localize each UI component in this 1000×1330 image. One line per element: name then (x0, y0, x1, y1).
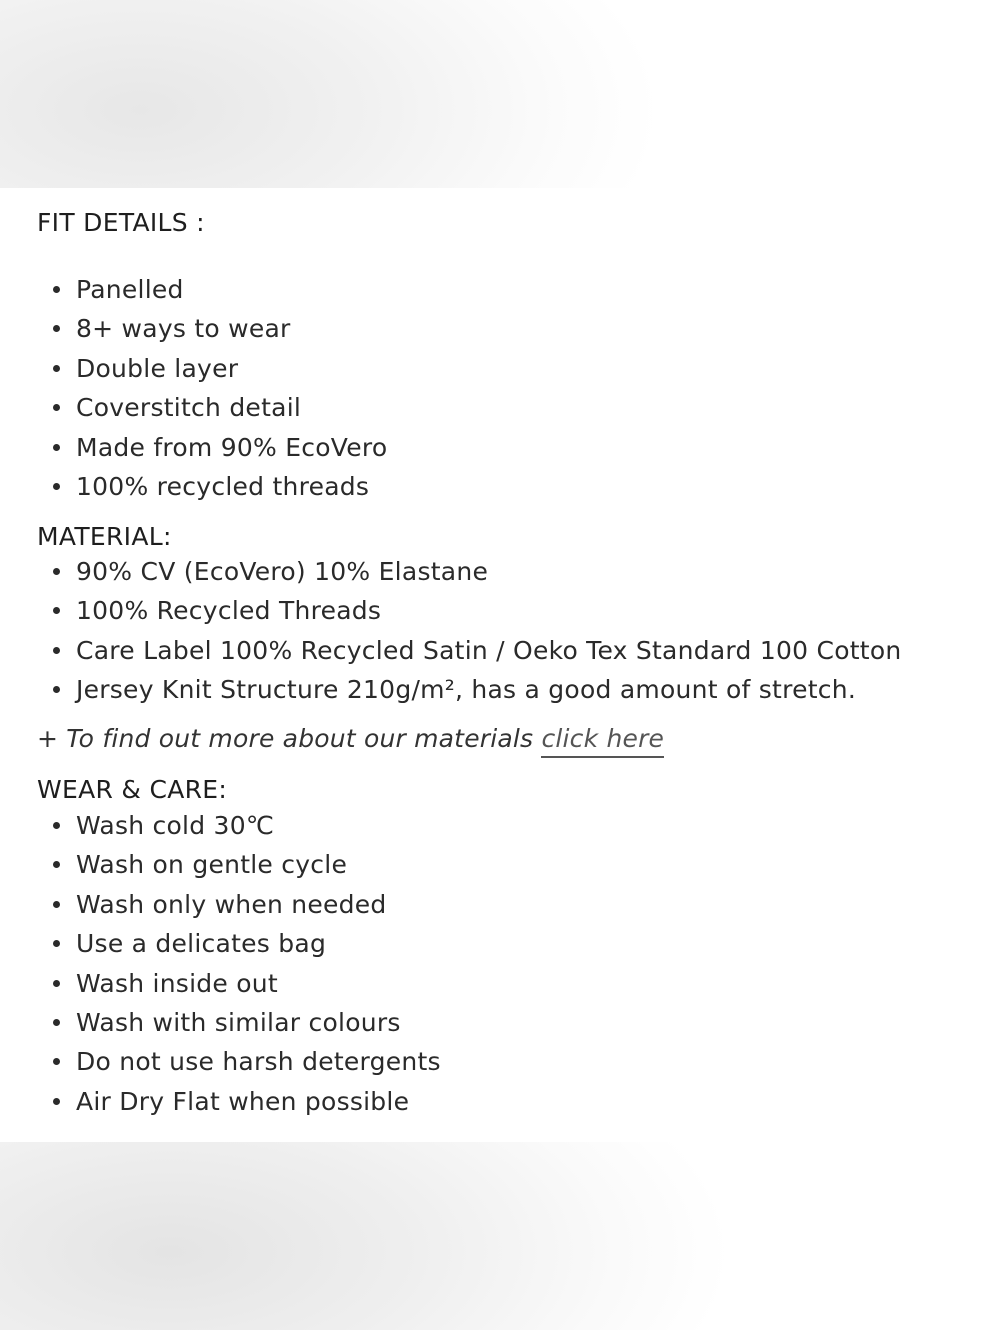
list-item: Wash inside out (0, 964, 441, 1003)
wear-care-heading: WEAR & CARE: (37, 775, 228, 804)
list-item: Wash only when needed (0, 885, 441, 924)
list-item: Double layer (0, 349, 387, 388)
list-item: Jersey Knit Structure 210g/m², has a good amount of stretch. (0, 670, 901, 709)
wear-care-list (0, 806, 441, 1121)
material-heading: MATERIAL: (37, 522, 172, 551)
product-image-bottom (0, 1142, 1000, 1330)
list-item: 90% CV (EcoVero) 10% Elastane (0, 552, 901, 591)
list-item: Wash cold 30℃ (0, 806, 441, 845)
list-item: 100% Recycled Threads (0, 591, 901, 630)
list-item: Wash with similar colours (0, 1003, 441, 1042)
list-item: Panelled (0, 270, 387, 309)
product-image-top (0, 0, 1000, 188)
materials-note-text: + To find out more about our materials (37, 724, 542, 753)
list-item: Coverstitch detail (0, 388, 387, 427)
list-item: Wash on gentle cycle (0, 845, 441, 884)
list-item: Air Dry Flat when possible (0, 1082, 441, 1121)
materials-note (37, 724, 664, 753)
list-item: 100% recycled threads (0, 467, 387, 506)
fit-details-heading: FIT DETAILS : (37, 208, 205, 237)
fit-details-list (0, 270, 387, 506)
list-item: 8+ ways to wear (0, 309, 387, 348)
list-item: Made from 90% EcoVero (0, 428, 387, 467)
materials-link[interactable]: click here (541, 724, 664, 758)
list-item: Use a delicates bag (0, 924, 441, 963)
material-list (0, 552, 901, 710)
list-item: Care Label 100% Recycled Satin / Oeko Tex Standard 100 Cotton (0, 631, 901, 670)
list-item: Do not use harsh detergents (0, 1042, 441, 1081)
product-description (0, 188, 1000, 1142)
